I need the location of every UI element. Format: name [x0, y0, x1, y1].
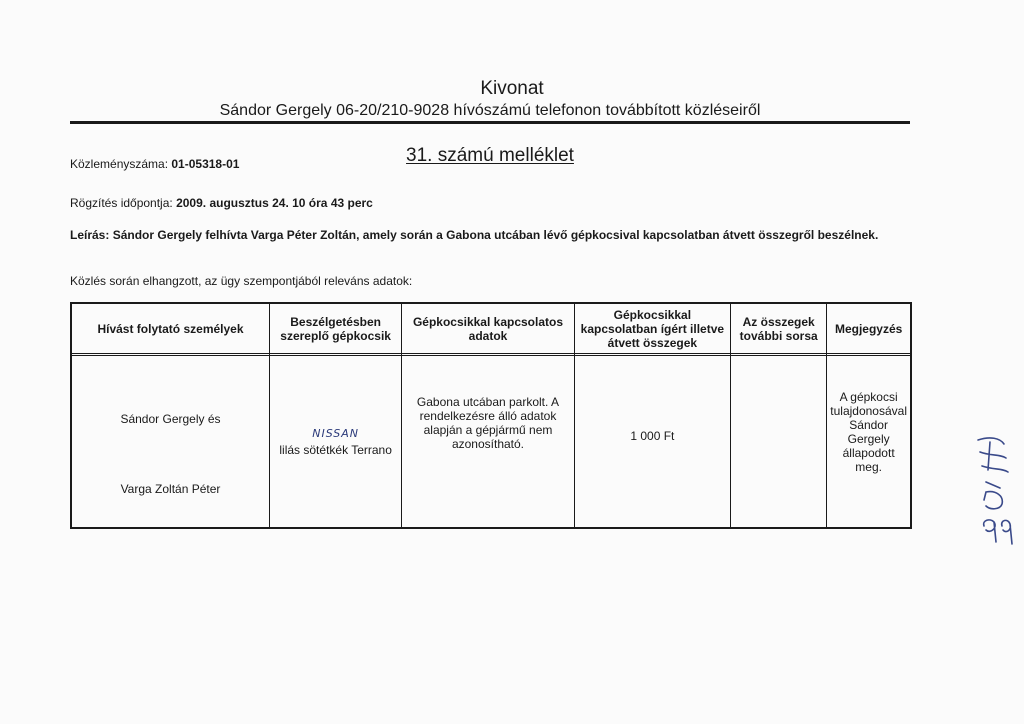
message-number-label: Közleményszáma:: [70, 157, 172, 171]
recorded-time-label: Rögzítés időpontja:: [70, 196, 177, 210]
table-header-row: [71, 303, 911, 354]
handwritten-page-number: [960, 430, 1020, 560]
header-note: Megjegyzés: [827, 303, 911, 354]
message-number-value: 01-05318-01: [171, 157, 240, 171]
annex-label: 31. számú melléklet: [406, 145, 574, 166]
caller-2: Varga Zoltán Péter: [120, 481, 221, 496]
header-fate: Az összegek további sorsa: [731, 303, 827, 354]
car-description: lilás sötétkék Terrano: [279, 442, 392, 457]
document-title: Kivonat: [480, 78, 544, 99]
header-amounts: Gépkocsikkal kapcsolatban ígért illetve átvett összegek: [574, 303, 730, 354]
recorded-time-value: 2009. augusztus 24. 10 óra 43 perc: [176, 196, 373, 210]
cell-fate: [731, 356, 827, 529]
car-make-handwritten: NISSAN: [312, 426, 360, 440]
header-callers: Hívást folytató személyek: [71, 303, 269, 354]
cell-car: [269, 356, 401, 529]
description-line: [70, 227, 878, 243]
header-cars: Beszélgetésben szereplő gépkocsik: [269, 303, 401, 354]
cell-callers: [71, 356, 269, 529]
call-data-table: [70, 302, 912, 529]
document-subtitle: Sándor Gergely 06-20/210-9028 hívószámú telefonon továbbított közléseiről: [219, 102, 761, 119]
recorded-time-line: [70, 195, 373, 211]
cell-note: A gépkocsi tulajdonosával Sándor Gergely állapodott meg.: [827, 356, 911, 529]
relevant-data-intro: Közlés során elhangzott, az ügy szempontjából releváns adatok:: [70, 274, 413, 288]
message-number-line: [70, 156, 239, 172]
header-car-data: Gépkocsikkal kapcsolatos adatok: [402, 303, 574, 354]
cell-amount: 1 000 Ft: [574, 356, 730, 529]
description-value: Sándor Gergely felhívta Varga Péter Zoltán, amely során a Gabona utcában lévő gépkocsival kapcsolatban átvett összegről beszélnek.: [112, 228, 879, 242]
caller-1: Sándor Gergely és: [120, 411, 221, 426]
description-label: Leírás:: [70, 228, 113, 242]
table-row: [71, 356, 911, 529]
title-divider: [70, 121, 910, 124]
cell-car-data: Gabona utcában parkolt. A rendelkezésre álló adatok alapján a gépjármű nem azonosítható.: [402, 356, 574, 529]
